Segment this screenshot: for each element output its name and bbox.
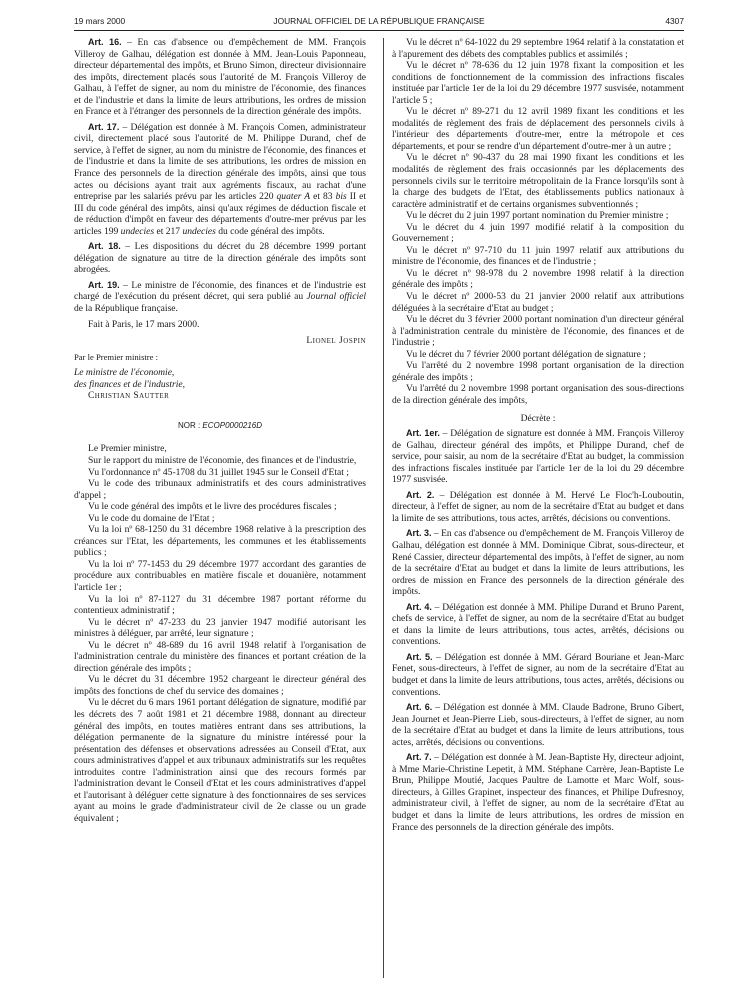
decrete-heading: Décrète :	[520, 412, 556, 424]
article-paragraph	[392, 652, 684, 698]
article-paragraph	[392, 752, 684, 833]
visa-paragraph: Vu le décret nº 98-978 du 2 novembre 1998 relatif à la direction générale des impôts ;	[392, 267, 684, 291]
visa-paragraph: Le Premier ministre,	[88, 443, 167, 455]
visa-paragraph: Vu le décret du 3 février 2000 portant nomination d'un directeur général à l'administration centrale du ministère de l'économie, des finances et de l'industrie ;	[392, 314, 684, 349]
visa-paragraph: Vu la loi nº 77-1453 du 29 décembre 1977 accordant des garanties de procédure aux contribuables en matière fiscale et douanière, notamment l'article 1er ;	[74, 558, 366, 593]
issue-date: 19 mars 2000	[74, 16, 126, 26]
visa-paragraph: Vu le décret nº 64-1022 du 29 septembre 1964 relatif à la constatation et à l'apurement des débets des comptables publics et assimilés ;	[392, 37, 684, 60]
article-label: Art. 5.	[406, 651, 433, 662]
article-label: Art. 2.	[406, 489, 435, 500]
visa-paragraph: Vu le décret nº 78-636 du 12 juin 1978 fixant la composition et les conditions de fonctionnement de la commission des infractions fiscales instituée par l'article 1er de la loi du 29 décembre 1977 susvisée, notamment l'article 5 ;	[392, 60, 685, 106]
article-16: Art. 16. – En cas d'absence ou d'empêchement de MM. François Villeroy de Galhau, délégation est donnée à MM. Jean-Louis Paponneau, directeur départemental des impôts, et Bruno Simon, directeur divisionnaire des impôts, directement placés sous l'autorité de M. François Villeroy de Galhau, à l'effet de signer, au nom du ministre de l'économie, des finances et de l'industrie et dans la limite de leurs attributions, les ordres de mission en France et à l'étranger des personnels de la direction générale des impôts.	[74, 37, 366, 118]
signature-place-date: Fait à Paris, le 17 mars 2000.	[88, 318, 200, 330]
signatory-name: Lionel Jospin	[306, 335, 366, 347]
decree-articles	[392, 428, 684, 833]
visa-paragraph: Vu le décret du 6 mars 1961 portant délégation de signature, modifié par les décrets des 7 août 1981 et 21 décembre 1988, donnant au directeur général des impôts, en toutes matières entrant dans ses attributions, la délégation permanente de la signature du ministre intéressé pour la présentation des défenses et observations adressées au Conseil d'Etat, aux cours administratives d'appel et aux tribunaux administratifs sur les requêtes introduites contre l'administration ainsi que des recours formés par l'administration devant le Conseil d'Etat et les cours administratives d'appel et l'autorisant à déléguer cette signature à des fonctionnaires de ses services ayant au moins le grade d'administrateur civil de 2e classe ou un grade équivalent ;	[74, 697, 366, 824]
article-18: Art. 18. – Les dispositions du décret du 28 décembre 1999 portant délégation de signature au titre de la direction générale des impôts sont abrogées.	[74, 241, 366, 276]
article-paragraph	[392, 428, 684, 486]
article-text: – Délégation est donnée à MM. Philipe Durand et Bruno Parent, chefs de service, à l'effet de signer, au nom de la secrétaire d'Etat au budget et dans la limite de leurs attributions, tous actes, arrêtés, décisions ou conventions.	[392, 601, 684, 648]
article-text: – En cas d'absence ou d'empêchement de M. François Villeroy de Galhau, délégation est donnée à MM. Dominique Cibrat, sous-directeur, et René Cassier, directeur départemental des impôts, à l'effet de signer, au nom de la secrétaire d'Etat au budget et dans la limite de leurs attributions, les ordres de mission en France des personnels de la direction générale des impôts.	[392, 528, 684, 598]
visa-paragraph: Vu l'arrêté du 2 novembre 1998 portant organisation des sous-directions de la direction générale des impôts,	[392, 383, 684, 406]
header-rule	[74, 30, 684, 31]
visa-paragraph: Vu le décret du 4 juin 1997 modifié relatif à la composition du Gouvernement ;	[392, 221, 684, 245]
article-17: Art. 17. – Délégation est donnée à M. François Comen, administrateur civil, directement placé sous l'autorité de M. Philippe Durand, chef de service, à l'effet de signer, au nom du ministre de l'économie, des finances et de l'industrie et dans la limite de ses attributions, les ordres de mission en France des personnels de la direction générale des impôts, ainsi que tous actes ou décisions ayant trait aux agréments fiscaux, au rachat d'une entreprise par les salariés prévu par les articles 220 quater A et 83 bis II et III du code général des impôts, ainsi qu'aux régimes de déduction fiscale et de réduction d'impôt en faveur des départements d'outre-mer prévus par les articles 199 undecies et 217 undecies du code général des impôts.	[74, 121, 366, 237]
page-number: 4307	[665, 16, 684, 26]
left-visas	[74, 443, 366, 824]
visa-paragraph: Vu le décret nº 89-271 du 12 avril 1989 fixant les conditions et les modalités de règlement des frais de déplacement des personnels civils à l'intérieur des départements d'outre-mer, entre la métropole et ces départements, et pour se rendre d'un département d'outre-mer à un autre ;	[392, 106, 684, 152]
minister-title-1: Le ministre de l'économie,	[74, 367, 175, 379]
right-visas	[392, 37, 684, 407]
right-column	[392, 37, 684, 833]
signature-par: Par le Premier ministre :	[74, 351, 159, 362]
left-column	[74, 37, 366, 824]
article-label: Art. 1er.	[406, 428, 440, 439]
visa-paragraph: Vu le décret du 2 juin 1997 portant nomination du Premier ministre ;	[406, 210, 669, 222]
article-label: Art. 4.	[406, 601, 432, 612]
visa-paragraph: Vu le décret nº 97-710 du 11 juin 1997 relatif aux attributions du ministre de l'économie, des finances et de l'industrie ;	[392, 244, 684, 268]
article-paragraph	[392, 528, 684, 597]
visa-paragraph: Vu le décret du 7 février 2000 portant délégation de signature ;	[406, 348, 646, 360]
article-text: – Délégation est donnée à MM. Claude Badrone, Bruno Gibert, Jean Journet et Jean-Pierre Lieb, sous-directeurs, à l'effet de signer, au nom de la secrétaire d'Etat au budget et dans la limite de leurs attributions, tous actes, arrêtés, décisions ou conventions.	[392, 702, 684, 748]
article-label: Art. 7.	[406, 752, 432, 763]
visa-paragraph: Sur le rapport du ministre de l'économie, des finances et de l'industrie,	[88, 454, 357, 466]
nor-reference: NOR : ECOP0000216D	[177, 420, 263, 430]
article-19: Art. 19. – Le ministre de l'économie, des finances et de l'industrie est chargé de l'exécution du présent décret, qui sera publié au Journal officiel de la République française.	[74, 279, 367, 315]
minister-title-2: des finances et de l'industrie,	[74, 378, 186, 390]
visa-paragraph: Vu l'ordonnance nº 45-1708 du 31 juillet 1945 sur le Conseil d'Etat ;	[88, 466, 349, 478]
article-label: Art. 6.	[406, 702, 433, 713]
visa-paragraph: Vu le code du domaine de l'Etat ;	[88, 512, 215, 524]
visa-paragraph: Vu l'arrêté du 2 novembre 1998 portant organisation de la direction générale des impôts ;	[392, 360, 684, 383]
visa-paragraph: Vu le décret nº 2000-53 du 21 janvier 2000 relatif aux attributions déléguées à la secrétaire d'Etat au budget ;	[392, 291, 684, 314]
article-text: – Délégation est donnée à M. Jean-Baptiste Hy, directeur adjoint, à Mme Marie-Christine Lepetit, à MM. Stéphane Carrère, Jean-Baptiste Le Brun, Philippe Moutié, Jacques Paultre de Lamotte et Marc Wolf, sous-directeurs, à Gilles Grapinet, inspecteur des finances, et Philipe Dufresnoy, administrateur civil, à l'effet de signer, au nom de la secrétaire d'Etat au budget et dans la limite de leurs attributions, les ordres de mission en France des personnels de la direction générale des impôts.	[392, 752, 684, 833]
visa-paragraph: Vu le code des tribunaux administratifs et des cours administratives d'appel ;	[74, 478, 366, 501]
visa-paragraph: Vu la loi nº 87-1127 du 31 décembre 1987 portant réforme du contentieux administratif ;	[74, 593, 366, 617]
visa-paragraph: Vu le décret nº 90-437 du 28 mai 1990 fixant les conditions et les modalités de règlement des frais occasionnés par les déplacements des personnels civils sur le territoire métropolitain de la France lorsqu'ils sont à la charge des budgets de l'Etat, des établissements publics nationaux à caractère administratif et de certains organismes subventionnés ;	[392, 152, 684, 210]
visa-paragraph: Vu la loi nº 68-1250 du 31 décembre 1968 relative à la prescription des créances sur l'Etat, les départements, les communes et les établissements publics ;	[74, 524, 366, 559]
article-paragraph	[392, 602, 684, 648]
visa-paragraph: Vu le décret nº 47-233 du 23 janvier 1947 modifié autorisant les ministres à déléguer, par arrêté, leur signature ;	[74, 616, 366, 640]
article-text: – Délégation de signature est donnée à MM. François Villeroy de Galhau, directeur général des impôts, et Philippe Durand, chef de service, pour saisir, au nom de la secrétaire d'Etat au budget, la commission des infractions fiscales instituée par l'article 1er de la loi du 29 décembre 1977 susvisée.	[392, 428, 684, 486]
journal-title: JOURNAL OFFICIEL DE LA RÉPUBLIQUE FRANÇAISE	[273, 16, 485, 26]
article-text: – Délégation est donnée à M. Hervé Le Floc'h-Louboutin, directeur, à l'effet de signer, au nom de la secrétaire d'Etat au budget et dans la limite de ses attributions, tous actes, arrêtés, décisions ou conventions.	[392, 489, 685, 524]
minister-name: Christian Sautter	[88, 390, 170, 402]
article-text: – Délégation est donnée à MM. Gérard Bouriane et Jean-Marc Fenet, sous-directeurs, à l'effet de signer, au nom de la secrétaire d'Etat au budget et dans la limite de leurs attributions, tous actes, arrêtés, décisions ou conventions.	[392, 651, 684, 698]
visa-paragraph: Vu le décret nº 48-689 du 16 avril 1948 relatif à l'organisation de l'administration centrale du ministère des finances et portant création de la direction générale des impôts ;	[74, 639, 366, 674]
article-label: Art. 3.	[406, 528, 432, 539]
article-paragraph	[392, 702, 684, 748]
visa-paragraph: Vu le décret du 31 décembre 1952 chargeant le directeur général des impôts des fonctions de chef du service des domaines ;	[74, 674, 366, 697]
visa-paragraph: Vu le code général des impôts et le livre des procédures fiscales ;	[88, 501, 337, 513]
column-separator	[383, 38, 384, 978]
article-paragraph	[392, 490, 684, 525]
